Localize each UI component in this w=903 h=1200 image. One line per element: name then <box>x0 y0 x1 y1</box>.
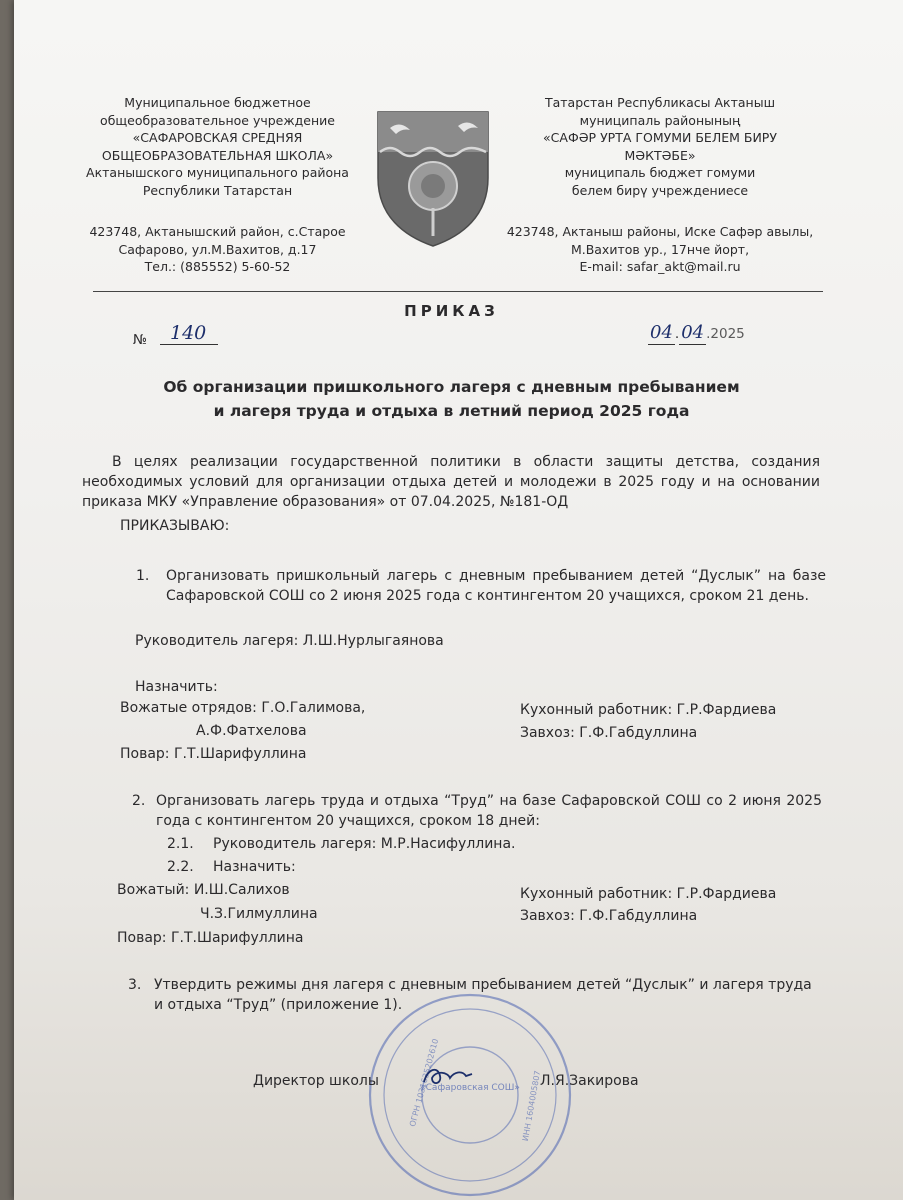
sub-item-text: Назначить: <box>213 859 296 875</box>
order-item-text: Организовать пришкольный лагерь с дневным пребыванием детей “Дуслык” на базе Сафаровской СОШ со 2 июня 2025 года с контингентом 20 учащихся, сроком 21 день. <box>166 568 826 604</box>
signature-role: Директор школы <box>253 1073 379 1089</box>
preamble-paragraph: В целях реализации государственной политики в области защиты детства, создания необходимых условий для организации отдыха детей и молодежи в 2025 году и на основании приказа МКУ «Управление образования» от 07.04.2025, №181-ОД <box>82 454 820 510</box>
header-left-line: ОБЩЕОБРАЗОВАТЕЛЬНАЯ ШКОЛА» <box>101 147 334 163</box>
stamp-center-text: «Сафаровская СОШ» <box>420 1083 520 1093</box>
order-item-1 <box>136 566 826 606</box>
header-left-line: Муниципальное бюджетное <box>124 95 311 110</box>
header-right-line: муниципаль районының <box>579 112 741 128</box>
sub-item-number: 2.1. <box>167 836 194 852</box>
stamp-inn: ИНН 1604005807 <box>520 1069 543 1142</box>
header-right-line: Татарстан Республикасы Актаныш <box>544 95 776 110</box>
header-right-address: М.Вахитов ур., 17нче йорт, <box>570 241 750 257</box>
header-left-address: 423748, Актанышский район, с.Старое <box>89 224 346 239</box>
prikazyvayu-label: ПРИКАЗЫВАЮ: <box>120 518 230 534</box>
header-right-email: E-mail: safar_akt@mail.ru <box>579 259 741 274</box>
order-item-number: 3. <box>128 977 142 993</box>
order-date: 04 . 04 .2025 <box>650 322 745 343</box>
counselor-line: Вожатый: И.Ш.Салихов <box>117 882 290 898</box>
counselor-name: Ч.З.Гилмуллина <box>200 906 318 922</box>
stamp-ogrn: ОГРН 1031635202610 <box>408 1037 441 1128</box>
camp-head: Руководитель лагеря: Л.Ш.Нурлыгаянова <box>135 633 444 649</box>
kitchen-worker-line: Кухонный работник: Г.Р.Фардиева <box>520 702 777 718</box>
order-number-handwritten: 140 <box>160 322 218 345</box>
header-right-line: белем бирү учреждениесе <box>571 182 749 198</box>
header-right-tatar <box>495 94 825 276</box>
header-right-line: муниципаль бюджет гомуми <box>564 165 756 180</box>
supply-manager-line: Завхоз: Г.Ф.Габдуллина <box>520 725 698 741</box>
header-left-line: Актанышского муниципального района <box>86 165 349 180</box>
counselors-line: Вожатые отрядов: Г.О.Галимова, <box>120 700 366 716</box>
supply-manager-line: Завхоз: Г.Ф.Габдуллина <box>520 908 698 924</box>
sub-item-text: Руководитель лагеря: М.Р.Насифуллина. <box>213 836 516 852</box>
order-item-text: Организовать лагерь труда и отдыха “Труд” на базе Сафаровской СОШ со 2 июня 2025 года с контингентом 20 учащихся, сроком 18 дней: <box>156 793 822 829</box>
order-heading: ПРИКАЗ <box>404 302 499 320</box>
order-date-day: 04 <box>650 322 673 343</box>
order-date-year: .2025 <box>706 326 745 342</box>
document-title <box>0 375 903 423</box>
header-left-phone: Тел.: (885552) 5-60-52 <box>144 259 291 274</box>
handwritten-signature-icon <box>418 1062 478 1092</box>
header-left-address: Сафарово, ул.М.Вахитов, д.17 <box>118 241 317 257</box>
header-left-line: Республики Татарстан <box>142 182 293 198</box>
kitchen-worker-line: Кухонный работник: Г.Р.Фардиева <box>520 886 777 902</box>
document-title-line: Об организации пришкольного лагеря с дневным пребыванием <box>163 378 740 396</box>
counselor-name: А.Ф.Фатхелова <box>196 723 307 739</box>
round-seal-icon <box>355 990 585 1200</box>
sub-item-number: 2.2. <box>167 859 194 875</box>
document-title-line: и лагеря труда и отдыха в летний период 2025 года <box>213 402 690 420</box>
header-right-line: МӘКТӘБЕ» <box>624 147 696 163</box>
cook-line: Повар: Г.Т.Шарифуллина <box>120 746 307 762</box>
assign-label: Назначить: <box>135 679 218 695</box>
header-left-line: общеобразовательное учреждение <box>100 112 335 128</box>
order-number-label: № <box>133 332 148 348</box>
order-item-number: 2. <box>132 793 146 809</box>
header-left-line: «САФАРОВСКАЯ СРЕДНЯЯ <box>132 130 303 145</box>
header-left-russian <box>75 94 360 276</box>
order-item-2 <box>132 791 822 831</box>
order-item-number: 1. <box>136 568 150 584</box>
header-divider <box>93 291 823 292</box>
cook-line: Повар: Г.Т.Шарифуллина <box>117 930 304 946</box>
header-right-line: «САФӘР УРТА ГОМУМИ БЕЛЕМ БИРУ <box>543 130 777 145</box>
order-item-text: Утвердить режимы дня лагеря с дневным пребыванием детей “Дуслык” и лагеря труда и отдыха “Труд” (приложение 1). <box>154 977 812 1013</box>
header-right-address: 423748, Актаныш районы, Иске Сафәр авылы, <box>506 224 814 239</box>
coat-of-arms-icon <box>370 108 496 248</box>
signature-name: Л.Я.Закирова <box>540 1073 639 1089</box>
order-date-month: 04 <box>681 322 705 343</box>
